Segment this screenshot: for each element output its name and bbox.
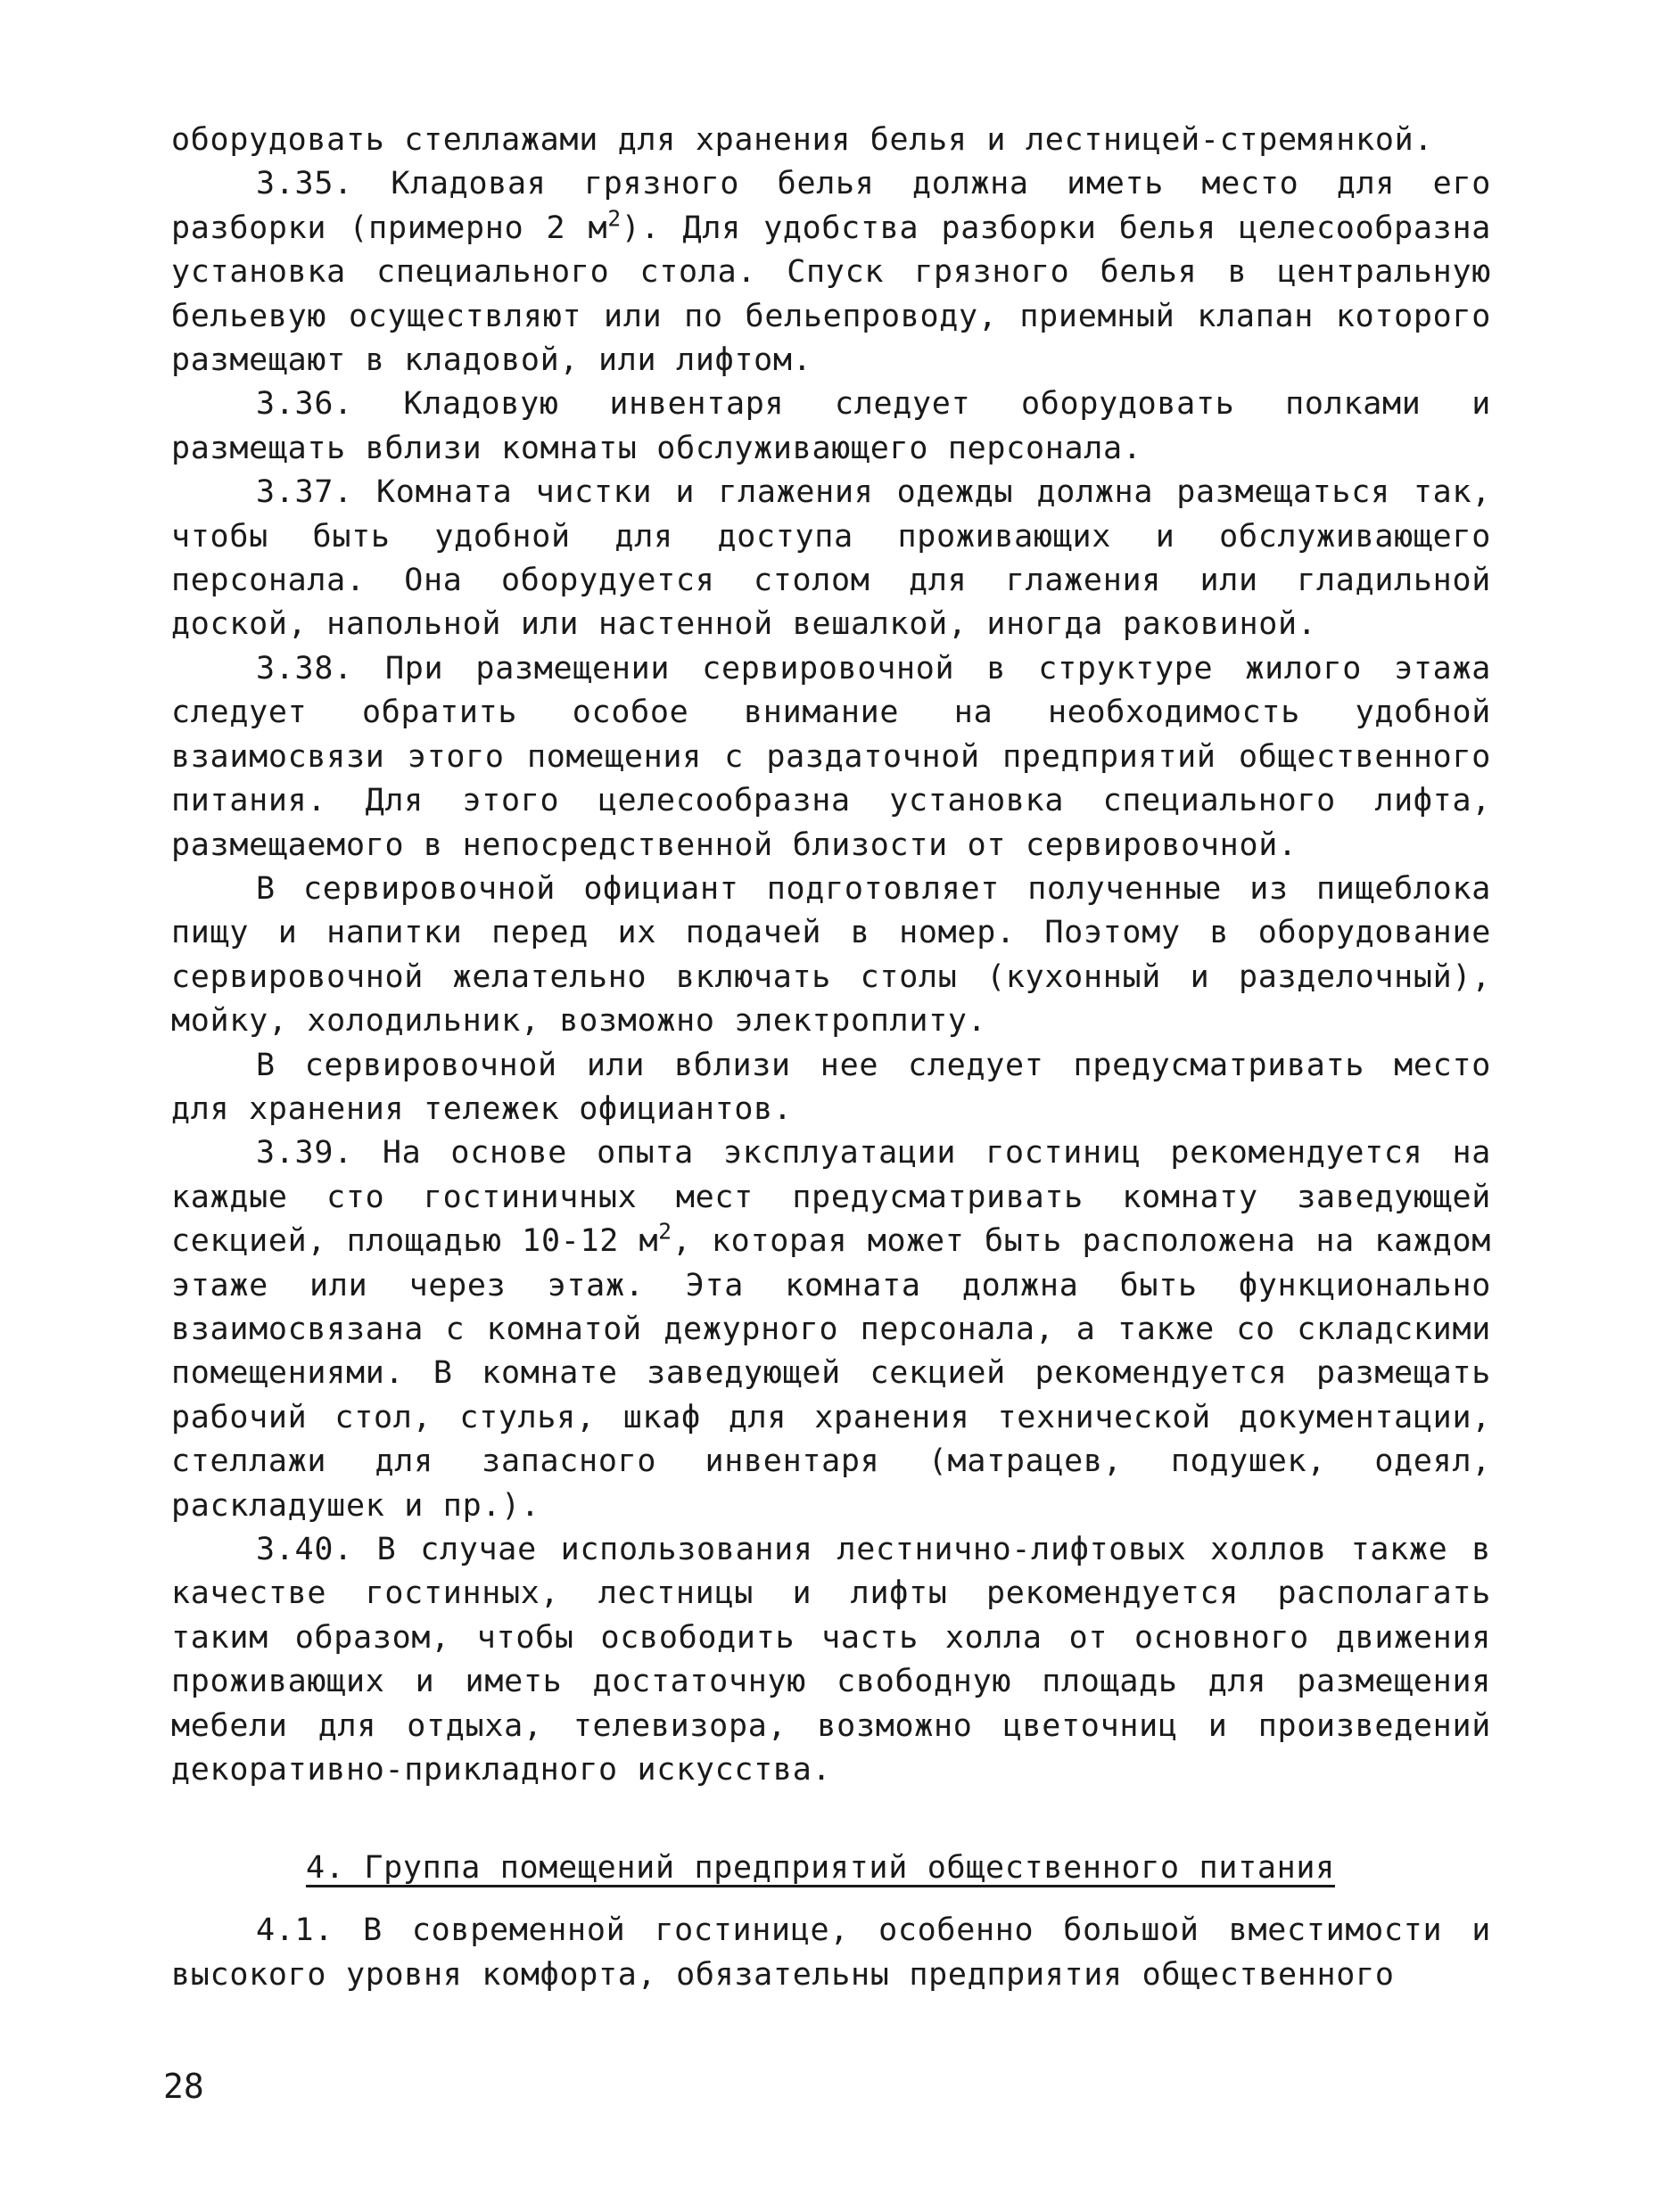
body-text xyxy=(171,119,1491,1792)
section-body xyxy=(171,1908,1491,1997)
paragraph-3-35-part1: 3.35. Кладовая грязного белья должна иметь место для его разборки (примерно 2 м xyxy=(171,166,1491,246)
paragraph-serving-room: В сервировочной официант подготовляет полученные из пищеблока пищу и напитки перед их подачей в номер. Поэтому в оборудование сервировочной желательно включать столы (кухонный и разделочный), мойку, холодильник, возможно электроплиту. xyxy=(171,870,1491,1040)
paragraph-3-40: 3.40. В случае использования лестнично-лифтовых холлов также в качестве гостинных, лестницы и лифты рекомендуется располагать таким образом, чтобы освободить часть холла от основного движения проживающих и иметь достаточную свободную площадь для размещения мебели для отдыха, телевизора, возможно цветочниц и произведений декоративно-прикладного искусства. xyxy=(171,1532,1491,1789)
paragraph-4-1: 4.1. В современной гостинице, особенно большой вместимости и высокого уровня комфорта, обязательны предприятия общественного xyxy=(171,1912,1491,1993)
paragraph-3-37: 3.37. Комната чистки и глажения одежды должна размещаться так, чтобы быть удобной для доступа проживающих и обслуживающего персонала. Она оборудуется столом для глажения или гладильной доской, напольной или настенной вешалкой, иногда раковиной. xyxy=(171,474,1491,643)
page-number: 28 xyxy=(163,2067,204,2106)
paragraph-trolleys: В сервировочной или вблизи нее следует предусматривать место для хранения тележек официантов. xyxy=(171,1047,1491,1127)
paragraph-3-36: 3.36. Кладовую инвентаря следует оборудовать полками и размещать вблизи комнаты обслуживающего персонала. xyxy=(171,386,1491,466)
superscript-2: 2 xyxy=(658,1218,672,1245)
paragraph-3-39-part2: , которая может быть расположена на каждом этаже или через этаж. Эта комната должна быть функционально взаимосвязана с комнатой дежурного персонала, а также со складскими помещениями. В комнате заведующей секцией рекомендуется размещать рабочий стол, стулья, шкаф для хранения технической документации, стеллажи для запасного инвентаря (матрацев, подушек, одеял, раскладушек и пр.). xyxy=(171,1223,1492,1524)
paragraph-3-35 xyxy=(171,162,1491,382)
paragraph-3-39-part1: 3.39. На основе опыта эксплуатации гостиниц рекомендуется на каждые сто гостиничных мест предусматривать комнату заведующей секцией, площадью 10-12 м xyxy=(171,1135,1491,1260)
paragraph-continuation: оборудовать стеллажами для хранения белья и лестницей-стремянкой. xyxy=(171,122,1434,158)
paragraph-3-35-part2: ). Для удобства разборки белья целесообразна установка специального стола. Спуск грязного белья в центральную бельевую осуществляют или по бельепроводу, приемный клапан которого размещают в кладовой, или лифтом. xyxy=(171,210,1491,379)
section-heading: 4. Группа помещений предприятий общественного питания xyxy=(306,1850,1335,1886)
superscript-2: 2 xyxy=(607,205,622,232)
paragraph-3-38: 3.38. При размещении сервировочной в структуре жилого этажа следует обратить особое внимание на необходимость удобной взаимосвязи этого помещения с раздаточной предприятий общественного питания. Для этого целесообразна установка специального лифта, размещаемого в непосредственной близости от сервировочной. xyxy=(171,650,1491,863)
paragraph-3-39 xyxy=(171,1131,1491,1528)
